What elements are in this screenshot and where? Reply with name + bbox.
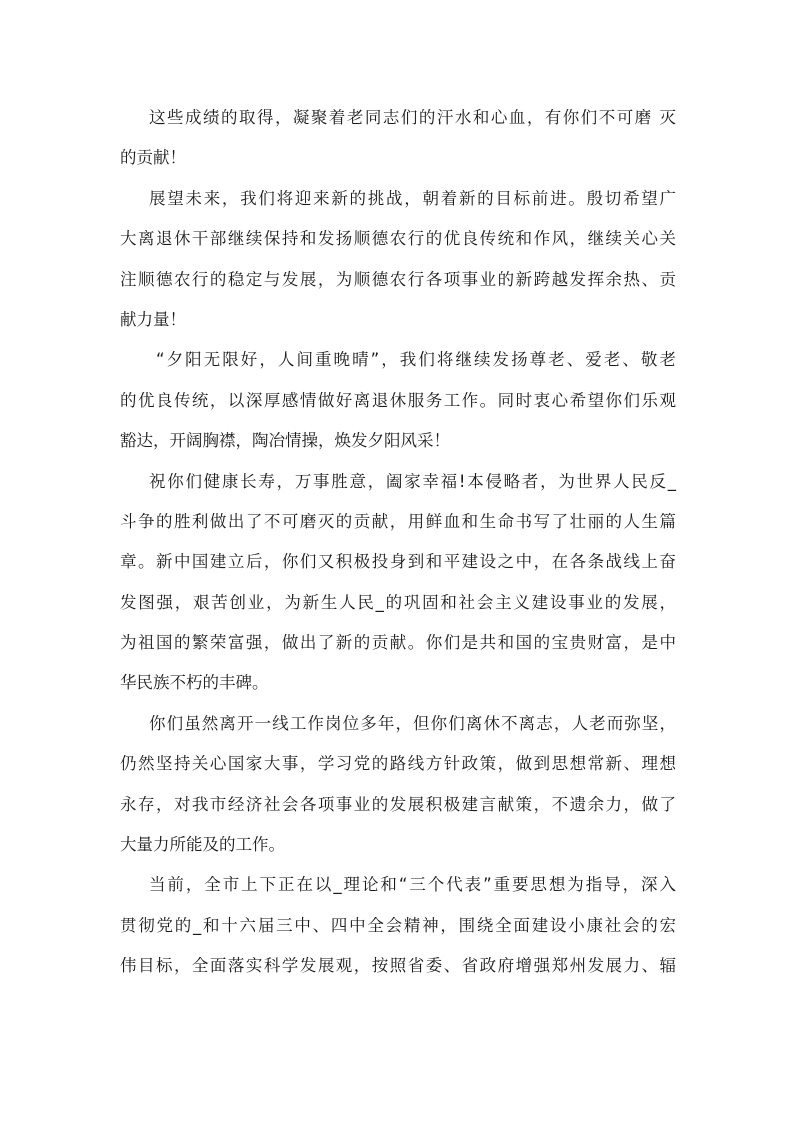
text-line: 华民族不朽的丰碑。 bbox=[120, 673, 269, 693]
text-line: 你们虽然离开一线工作岗位多年，但你们离休不离志，人老而弥坚， bbox=[149, 713, 676, 733]
text-line: 仍然坚持关心国家大事，学习党的路线方针政策，做到思想常新、理想 bbox=[120, 754, 676, 774]
text-line: 伟目标，全面落实科学发展观，按照省委、省政府增强郑州发展力、辐 bbox=[120, 956, 676, 976]
text-line: 永存，对我市经济社会各项事业的发展积极建言献策，不遗余力，做了 bbox=[120, 794, 676, 814]
text-line: 这些成绩的取得，凝聚着老同志们的汗水和心血，有你们不可磨 灭 bbox=[149, 108, 676, 127]
text-line: 为祖国的繁荣富强，做出了新的贡献。你们是共和国的宝贵财富，是中 bbox=[120, 633, 676, 653]
text-line: 大量力所能及的工作。 bbox=[120, 835, 285, 855]
text-line: 的优良传统，以深厚感情做好离退休服务工作。同时衷心希望你们乐观 bbox=[120, 390, 676, 410]
document-body bbox=[120, 98, 676, 987]
text-line: 当前，全市上下正在以_理论和“三个代表”重要思想为指导，深入 bbox=[149, 875, 676, 895]
text-line: 大离退休干部继续保持和发扬顺德农行的优良传统和作风，继续关心关 bbox=[120, 229, 676, 249]
text-line: 豁达，开阔胸襟，陶冶情操，焕发夕阳风采！ bbox=[120, 431, 450, 451]
text-line: 展望未来，我们将迎来新的挑战，朝着新的目标前进。殷切希望广 bbox=[149, 188, 676, 208]
text-line: 献力量！ bbox=[120, 309, 186, 329]
text-line: 发图强，艰苦创业，为新生人民_的巩固和社会主义建设事业的发展， bbox=[120, 592, 676, 612]
text-line: 章。新中国建立后，你们又积极投身到和平建设之中，在各条战线上奋 bbox=[120, 552, 676, 572]
text-line: 注顺德农行的稳定与发展，为顺德农行各项事业的新跨越发挥余热、贡 bbox=[120, 269, 676, 289]
text-line: 的贡献！ bbox=[120, 148, 186, 168]
text-line: 祝你们健康长寿，万事胜意，阖家幸福!本侵略者，为世界人民反_ bbox=[149, 471, 676, 491]
text-line: 贯彻党的_和十六届三中、四中全会精神，围绕全面建设小康社会的宏 bbox=[120, 915, 676, 935]
text-line: 斗争的胜利做出了不可磨灭的贡献，用鲜血和生命书写了壮丽的人生篇 bbox=[120, 511, 676, 531]
text-line: “夕阳无限好，人间重晚晴”，我们将继续发扬尊老、爱老、敬老 bbox=[156, 350, 676, 370]
